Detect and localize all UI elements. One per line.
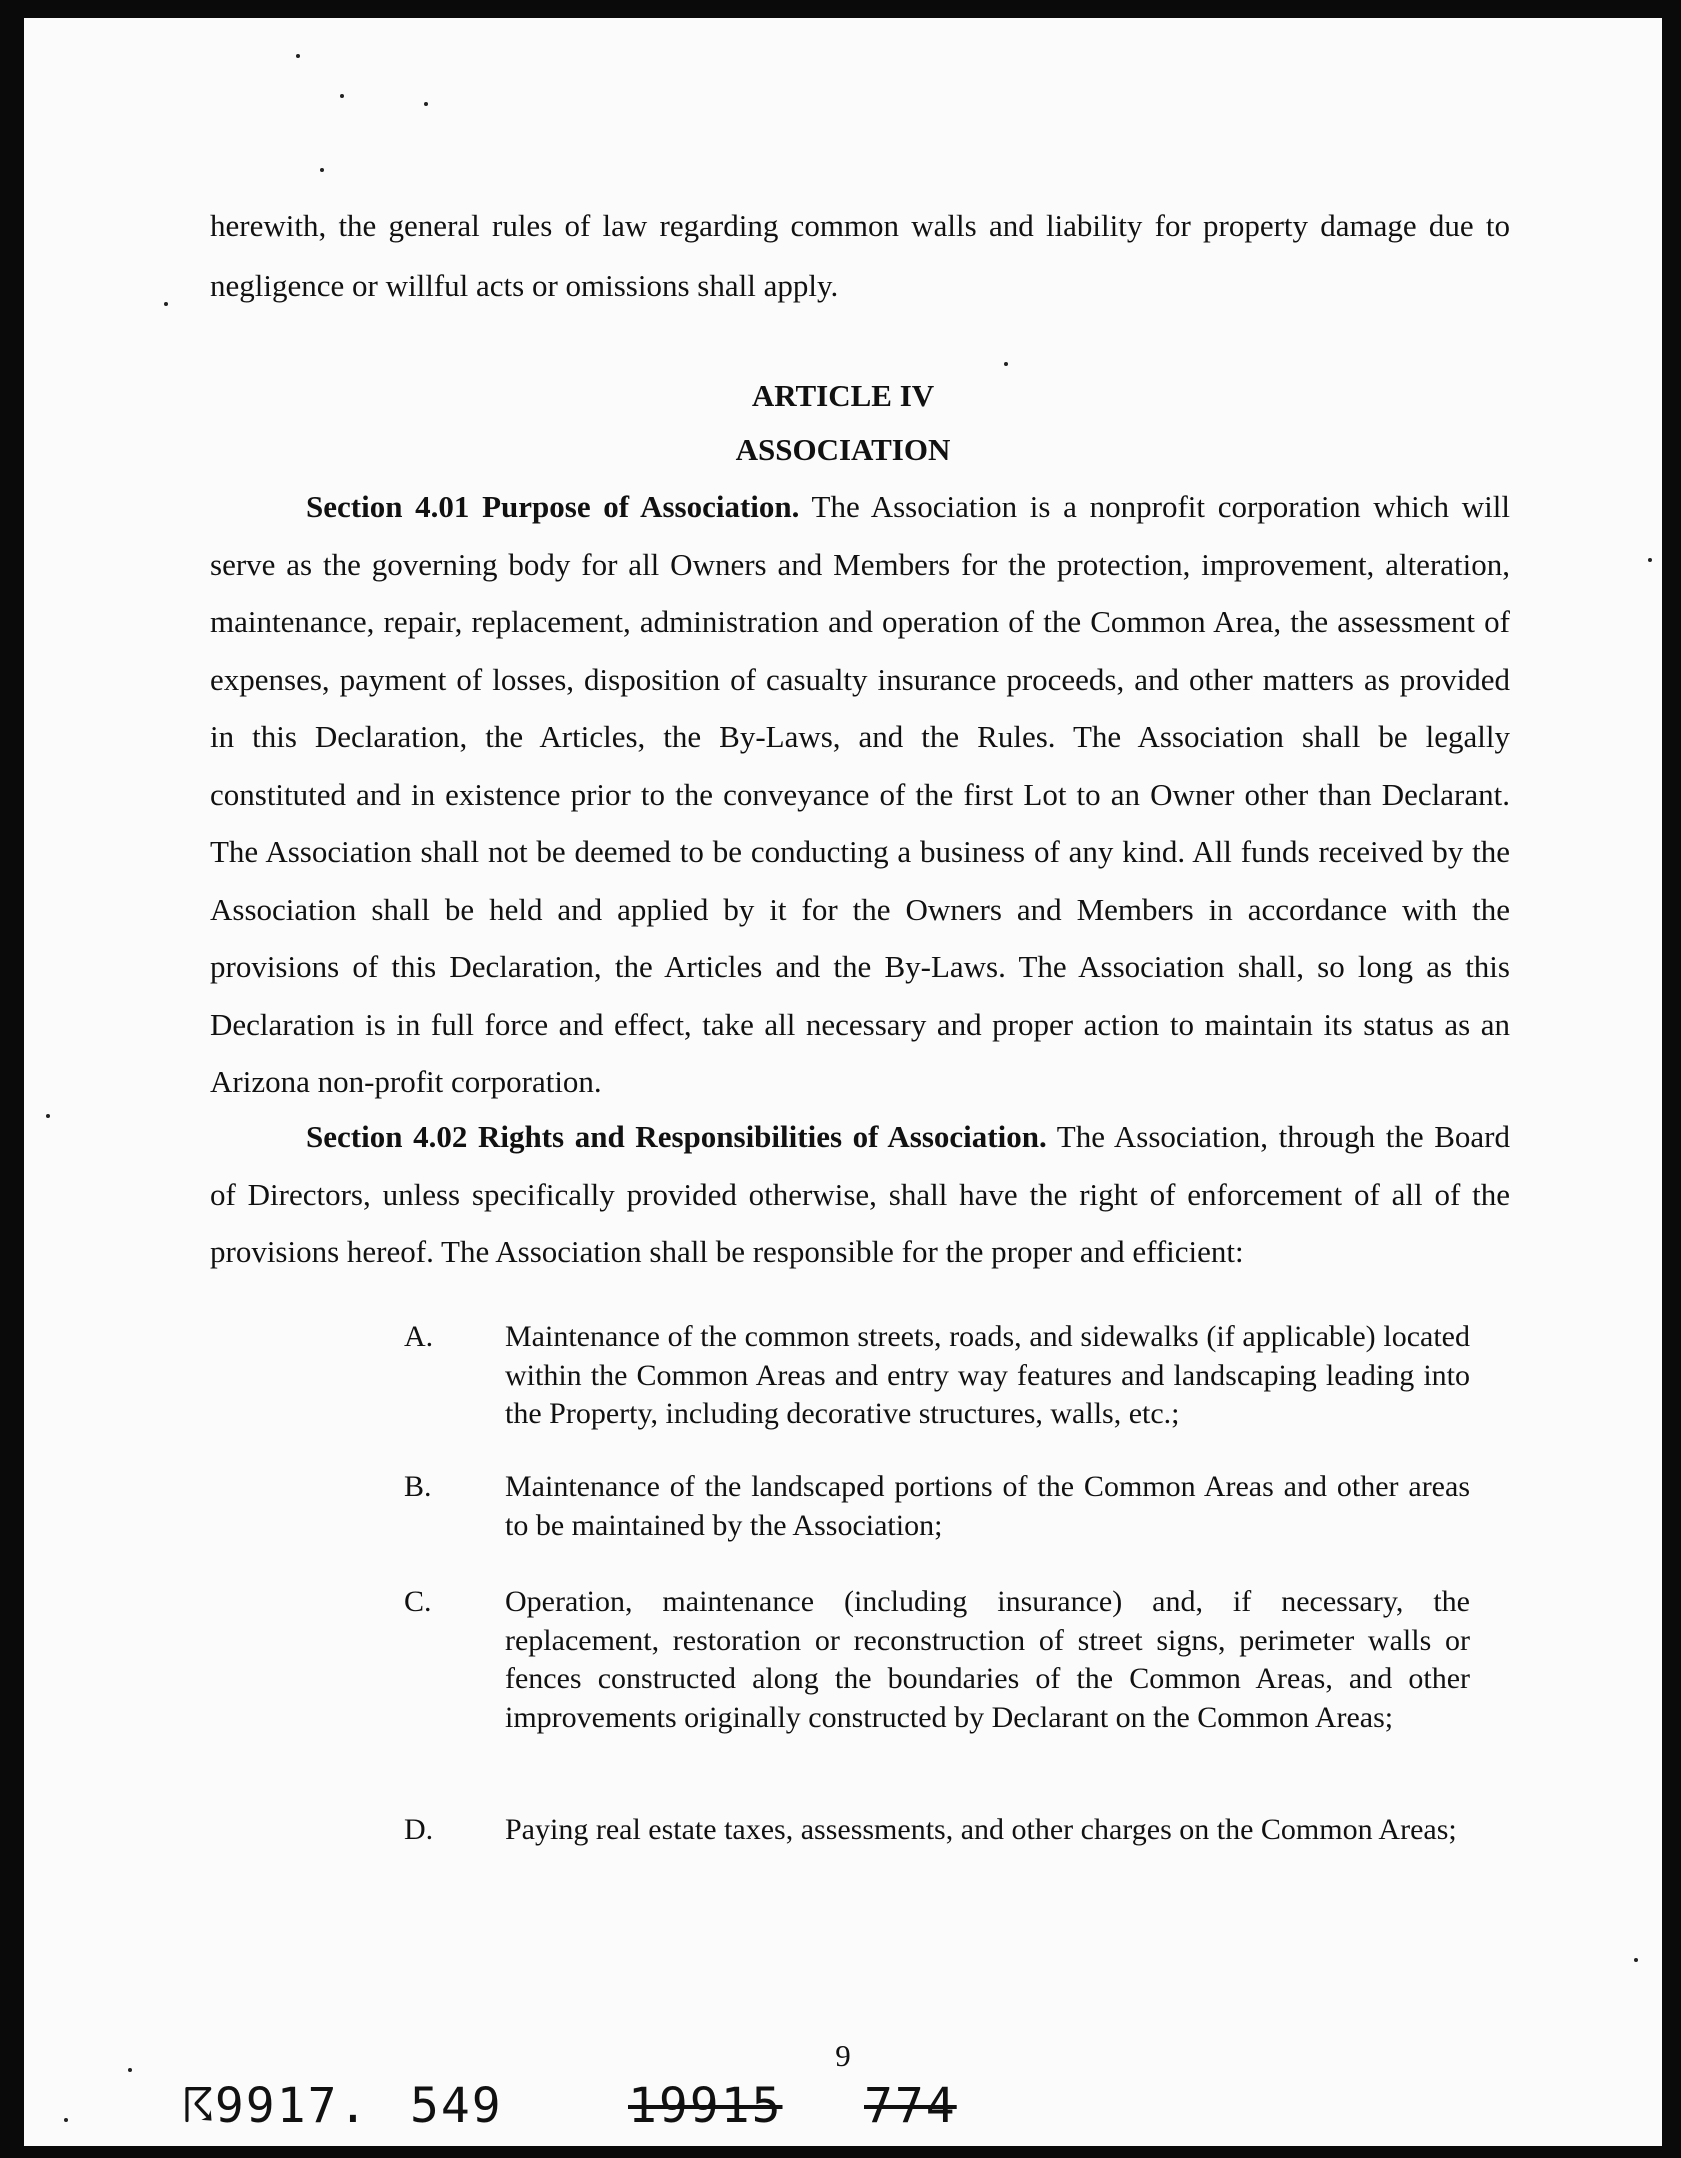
- scan-speck: [320, 168, 324, 172]
- list-item-text: Maintenance of the landscaped portions of the Common Areas and other areas to be maintained by the Association;: [505, 1470, 1470, 1542]
- bates-number-left: ☈9917.: [184, 2078, 370, 2134]
- scan-speck: [46, 1114, 50, 1118]
- list-item-text: Paying real estate taxes, assessments, and other charges on the Common Areas;: [505, 1813, 1457, 1846]
- list-item-letter: A.: [404, 1320, 434, 1353]
- list-item-letter: B.: [404, 1470, 432, 1503]
- section-body: The Association, through the Board of Directors, unless specifically provided otherwise, shall have the right of enforcement of all of the provisions hereof. The Association shall be responsible for the proper and efficient:: [210, 1119, 1510, 1269]
- article-title: ASSOCIATION: [735, 432, 951, 467]
- list-item-text: Operation, maintenance (including insurance) and, if necessary, the replacement, restoration or reconstruction of street signs, perimeter walls or fences constructed along the boundaries of the Common Areas, and other improvements originally constructed by Declarant on the Common Areas;: [505, 1585, 1470, 1734]
- scan-speck: [296, 54, 300, 58]
- section-heading: Section 4.01 Purpose of Association.: [306, 489, 800, 524]
- scan-speck: [1648, 558, 1652, 562]
- scan-speck: [340, 94, 344, 98]
- article-number: ARTICLE IV: [751, 378, 935, 413]
- list-item-letter: C.: [404, 1585, 432, 1618]
- scan-speck: [164, 302, 168, 306]
- continuation-paragraph: herewith, the general rules of law regarding common walls and liability for property damage due to negligence or willful acts or omissions shall apply.: [210, 208, 1510, 303]
- page-number: 9: [835, 2038, 851, 2073]
- section-4-02: [210, 1108, 1510, 1281]
- scan-speck: [424, 102, 428, 106]
- section-body: The Association is a nonprofit corporation which will serve as the governing body for all Owners and Members for the protection, improvement, alteration, maintenance, repair, replacement, administration and operation of the Common Area, the assessment of expenses, payment of losses, disposition of casualty insurance proceeds, and other matters as provided in this Declaration, the Articles, the By-Laws, and the Rules. The Association shall be legally constituted and in existence prior to the conveyance of the first Lot to an Owner other than Declarant. The Association shall not be deemed to be conducting a business of any kind. All funds received by the Association shall be held and applied by it for the Owners and Members in accordance with the provisions of this Declaration, the Articles and the By-Laws. The Association shall, so long as this Declaration is in full force and effect, take all necessary and proper action to maintain its status as an Arizona non-profit corporation.: [210, 489, 1510, 1099]
- scan-speck: [64, 2118, 68, 2122]
- bates-number-mid: 549: [410, 2078, 503, 2134]
- document-page: [24, 18, 1662, 2146]
- scan-speck: [1634, 1958, 1638, 1962]
- list-item-text: Maintenance of the common streets, roads, and sidewalks (if applicable) located within the Common Areas and entry way features and landscaping leading into the Property, including decorative structures, walls, etc.;: [505, 1320, 1470, 1430]
- struck-number-b: 774: [864, 2078, 957, 2134]
- scan-speck: [1004, 362, 1008, 366]
- section-heading: Section 4.02 Rights and Responsibilities of Association.: [306, 1119, 1047, 1154]
- list-item-letter: D.: [404, 1813, 434, 1846]
- struck-number-a: 19915: [628, 2078, 783, 2134]
- section-4-01: [210, 478, 1510, 1111]
